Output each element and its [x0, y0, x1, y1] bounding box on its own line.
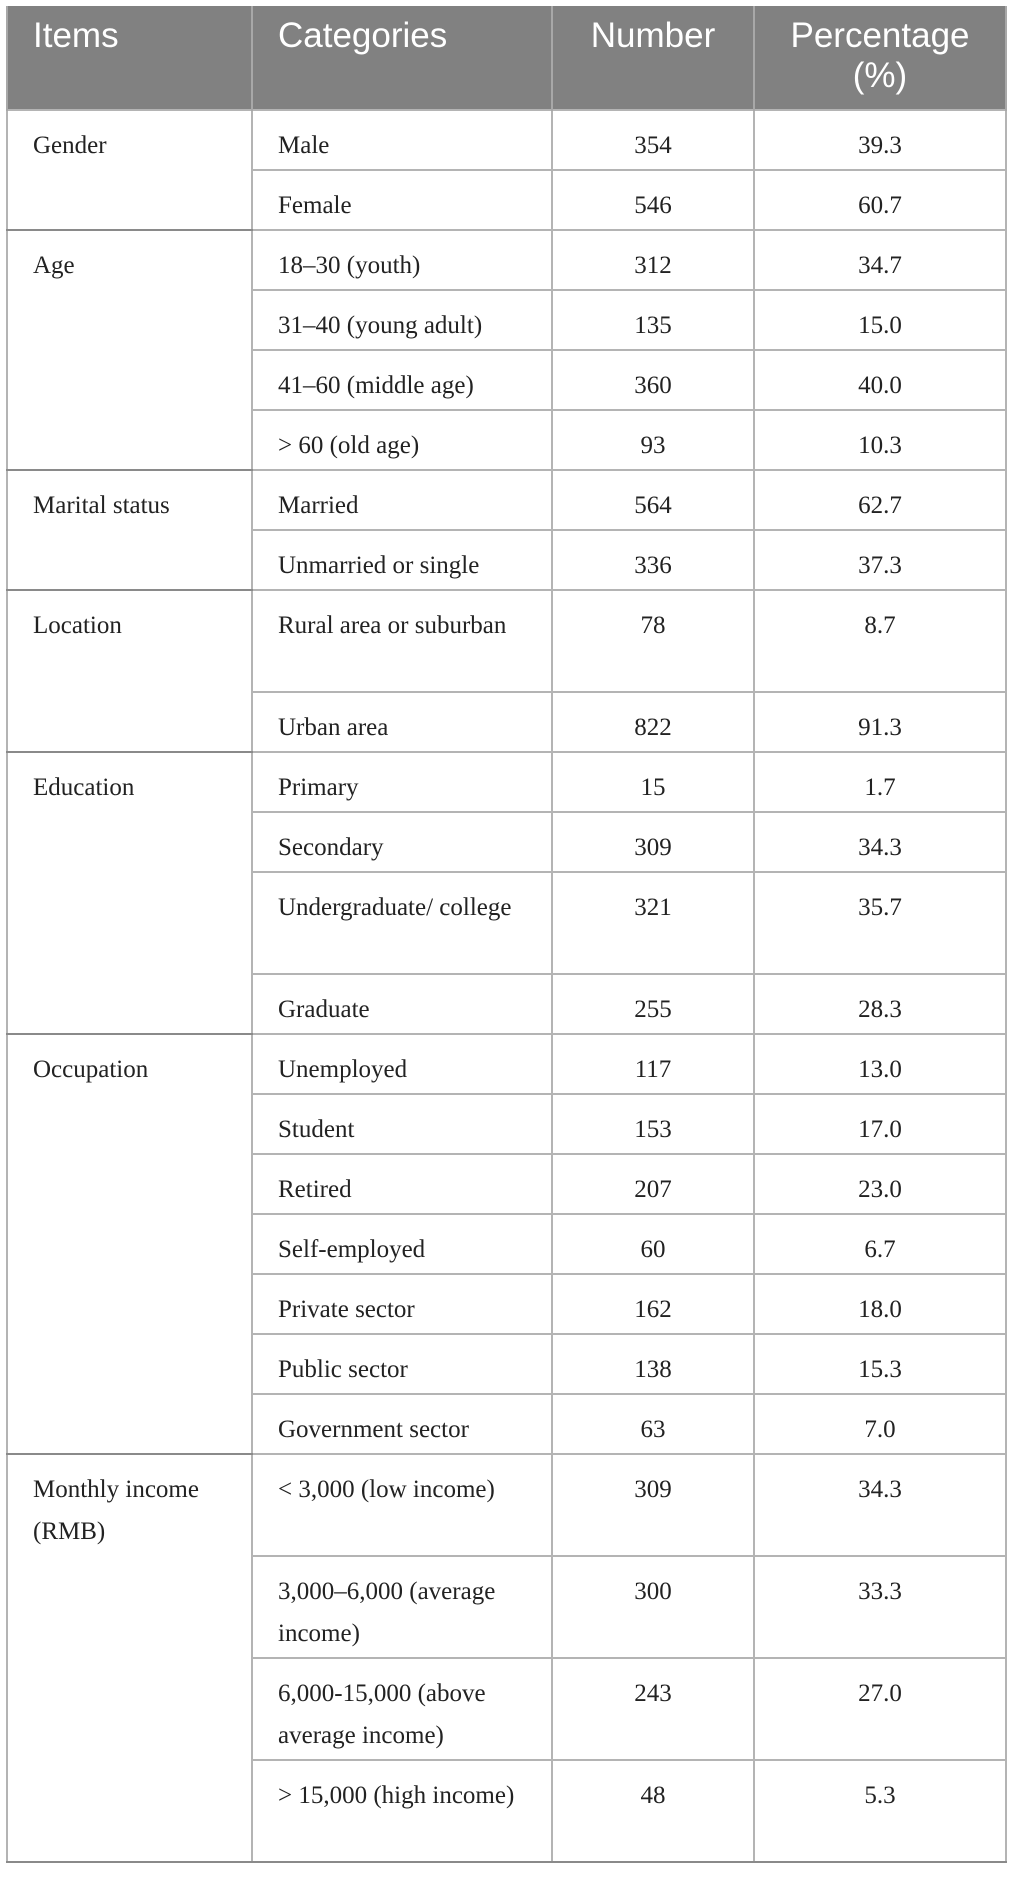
category-cell: Secondary — [252, 812, 552, 872]
percentage-cell: 8.7 — [754, 590, 1006, 692]
number-cell: 360 — [552, 350, 754, 410]
number-cell: 207 — [552, 1154, 754, 1214]
number-cell: 78 — [552, 590, 754, 692]
category-cell: Married — [252, 470, 552, 530]
number-cell: 117 — [552, 1034, 754, 1094]
item-cell-gender: Gender — [7, 110, 252, 230]
percentage-cell: 10.3 — [754, 410, 1006, 470]
number-cell: 336 — [552, 530, 754, 590]
percentage-cell: 35.7 — [754, 872, 1006, 974]
category-cell: 3,000–6,000 (average income) — [252, 1556, 552, 1658]
percentage-cell: 40.0 — [754, 350, 1006, 410]
number-cell: 60 — [552, 1214, 754, 1274]
percentage-cell: 62.7 — [754, 470, 1006, 530]
item-cell-occupation: Occupation — [7, 1034, 252, 1454]
category-cell: Urban area — [252, 692, 552, 752]
item-cell-monthly-income: Monthly income (RMB) — [7, 1454, 252, 1862]
number-cell: 153 — [552, 1094, 754, 1154]
percentage-cell: 18.0 — [754, 1274, 1006, 1334]
number-cell: 354 — [552, 110, 754, 170]
category-cell: Self-employed — [252, 1214, 552, 1274]
percentage-cell: 37.3 — [754, 530, 1006, 590]
table-row — [7, 110, 1006, 170]
percentage-cell: 23.0 — [754, 1154, 1006, 1214]
category-cell: Female — [252, 170, 552, 230]
percentage-cell: 39.3 — [754, 110, 1006, 170]
category-cell: 18–30 (youth) — [252, 230, 552, 290]
header-categories: Categories — [252, 6, 552, 110]
table-row — [7, 590, 1006, 692]
percentage-cell: 34.3 — [754, 1454, 1006, 1556]
number-cell: 15 — [552, 752, 754, 812]
percentage-cell: 34.3 — [754, 812, 1006, 872]
category-cell: Undergraduate/ college — [252, 872, 552, 974]
number-cell: 135 — [552, 290, 754, 350]
number-cell: 321 — [552, 872, 754, 974]
item-cell-education: Education — [7, 752, 252, 1034]
header-percentage: Percentage (%) — [754, 6, 1006, 110]
number-cell: 312 — [552, 230, 754, 290]
category-cell: 6,000-15,000 (above average income) — [252, 1658, 552, 1760]
header-row — [7, 6, 1006, 110]
table-row — [7, 1034, 1006, 1094]
category-cell: 31–40 (young adult) — [252, 290, 552, 350]
number-cell: 309 — [552, 1454, 754, 1556]
number-cell: 63 — [552, 1394, 754, 1454]
category-cell: Graduate — [252, 974, 552, 1034]
number-cell: 300 — [552, 1556, 754, 1658]
percentage-cell: 60.7 — [754, 170, 1006, 230]
percentage-cell: 15.0 — [754, 290, 1006, 350]
category-cell: Student — [252, 1094, 552, 1154]
header-number: Number — [552, 6, 754, 110]
number-cell: 48 — [552, 1760, 754, 1862]
demographics-table — [6, 6, 1007, 1863]
item-cell-age: Age — [7, 230, 252, 470]
header-items: Items — [7, 6, 252, 110]
number-cell: 546 — [552, 170, 754, 230]
category-cell: Retired — [252, 1154, 552, 1214]
number-cell: 822 — [552, 692, 754, 752]
percentage-cell: 5.3 — [754, 1760, 1006, 1862]
number-cell: 564 — [552, 470, 754, 530]
percentage-cell: 6.7 — [754, 1214, 1006, 1274]
percentage-cell: 17.0 — [754, 1094, 1006, 1154]
item-cell-marital-status: Marital status — [7, 470, 252, 590]
category-cell: > 60 (old age) — [252, 410, 552, 470]
category-cell: Rural area or suburban — [252, 590, 552, 692]
number-cell: 93 — [552, 410, 754, 470]
percentage-cell: 33.3 — [754, 1556, 1006, 1658]
category-cell: Government sector — [252, 1394, 552, 1454]
percentage-cell: 91.3 — [754, 692, 1006, 752]
percentage-cell: 15.3 — [754, 1334, 1006, 1394]
item-cell-location: Location — [7, 590, 252, 752]
number-cell: 162 — [552, 1274, 754, 1334]
table-row — [7, 752, 1006, 812]
category-cell: < 3,000 (low income) — [252, 1454, 552, 1556]
percentage-cell: 1.7 — [754, 752, 1006, 812]
category-cell: Unmarried or single — [252, 530, 552, 590]
category-cell: Public sector — [252, 1334, 552, 1394]
number-cell: 309 — [552, 812, 754, 872]
category-cell: Male — [252, 110, 552, 170]
table-row — [7, 230, 1006, 290]
percentage-cell: 13.0 — [754, 1034, 1006, 1094]
number-cell: 138 — [552, 1334, 754, 1394]
category-cell: 41–60 (middle age) — [252, 350, 552, 410]
category-cell: > 15,000 (high income) — [252, 1760, 552, 1862]
table-row — [7, 1454, 1006, 1556]
percentage-cell: 27.0 — [754, 1658, 1006, 1760]
percentage-cell: 7.0 — [754, 1394, 1006, 1454]
category-cell: Unemployed — [252, 1034, 552, 1094]
category-cell: Private sector — [252, 1274, 552, 1334]
number-cell: 243 — [552, 1658, 754, 1760]
number-cell: 255 — [552, 974, 754, 1034]
category-cell: Primary — [252, 752, 552, 812]
table-row — [7, 470, 1006, 530]
percentage-cell: 28.3 — [754, 974, 1006, 1034]
percentage-cell: 34.7 — [754, 230, 1006, 290]
